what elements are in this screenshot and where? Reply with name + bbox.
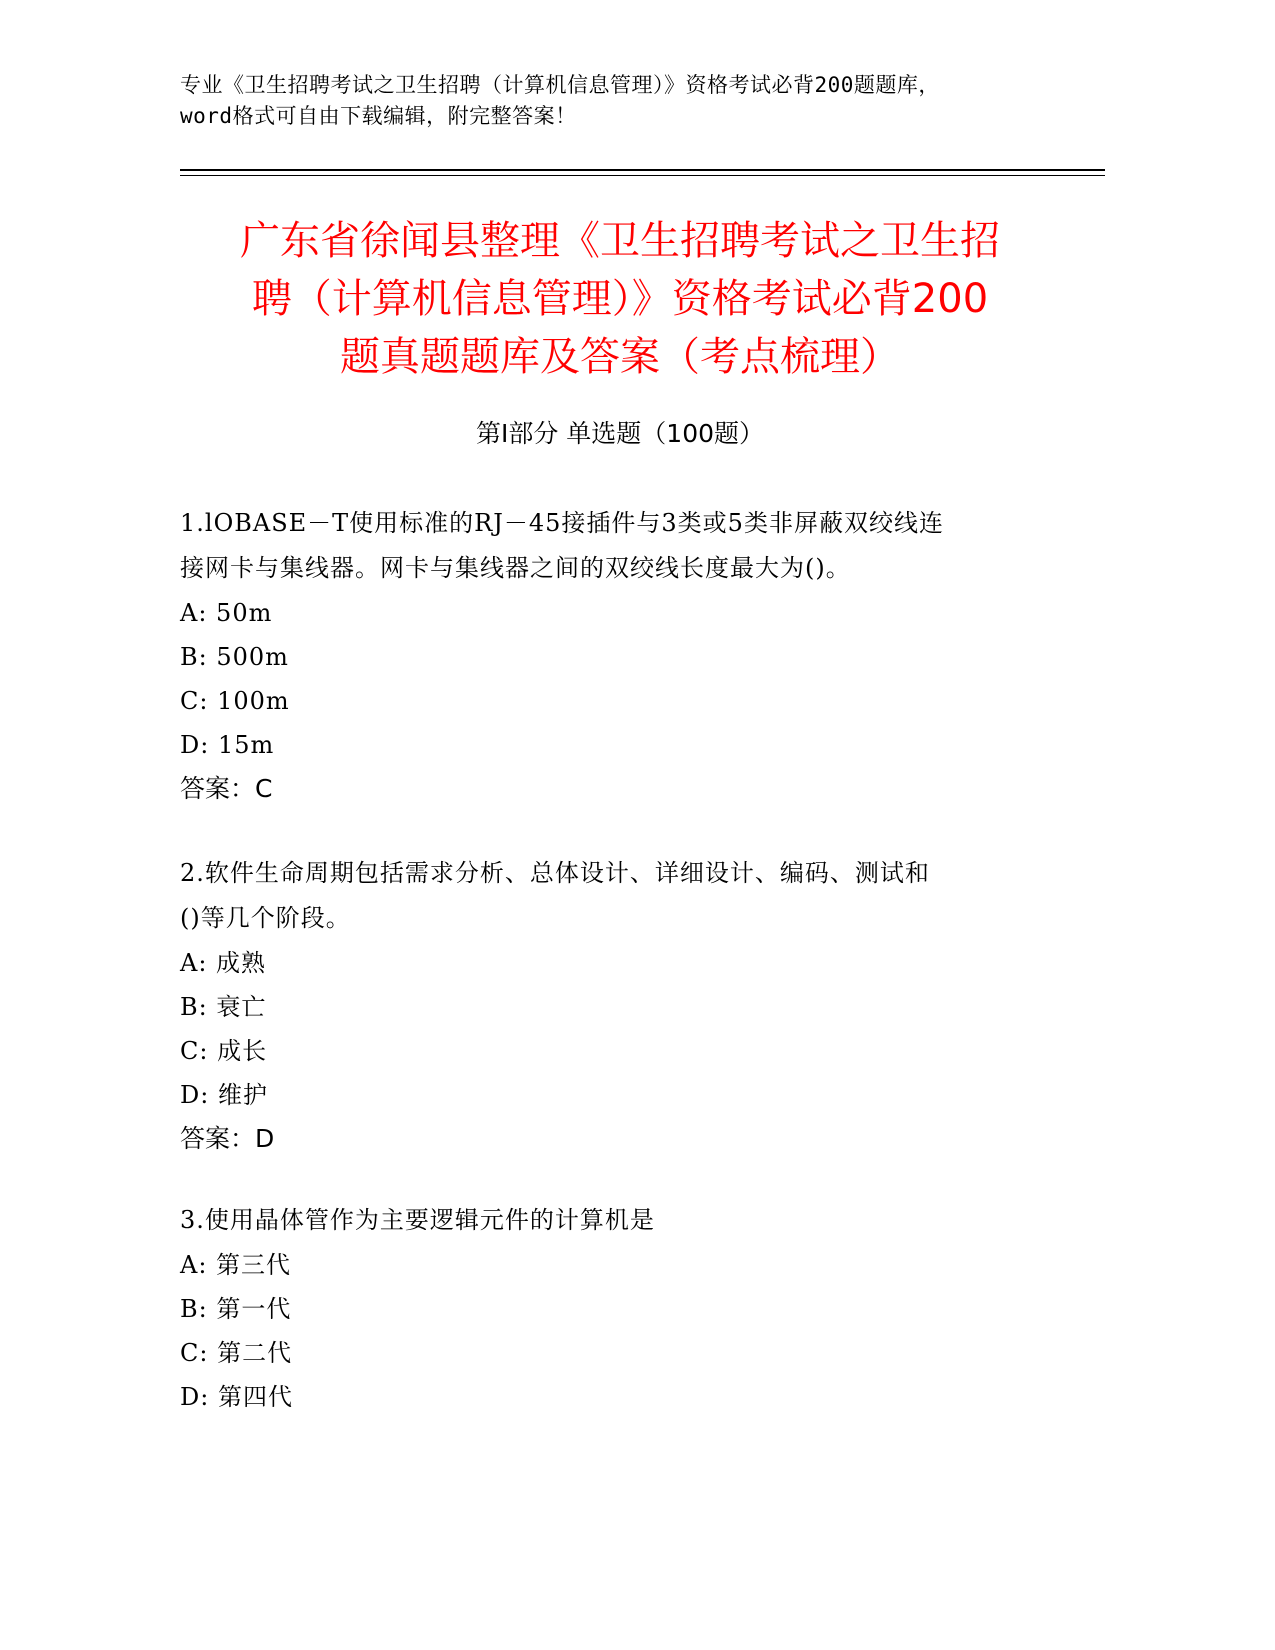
question-1 xyxy=(180,501,1120,811)
question-1-option-d: D: 15m xyxy=(180,731,275,759)
question-2-answer: 答案：D xyxy=(180,1124,275,1153)
question-1-option-a: A: 50m xyxy=(180,599,273,627)
question-2-text-line-1: 2.软件生命周期包括需求分析、总体设计、详细设计、编码、测试和 xyxy=(180,859,930,887)
question-3 xyxy=(180,1198,1120,1419)
document-title xyxy=(150,212,1090,386)
divider-line-thin xyxy=(180,175,1105,176)
header-note-line-2: word格式可自由下载编辑，附完整答案！ xyxy=(180,104,577,128)
title-line-1: 广东省徐闻县整理《卫生招聘考试之卫生招 xyxy=(240,218,1000,264)
question-1-answer: 答案：C xyxy=(180,774,273,803)
question-3-option-c: C: 第二代 xyxy=(180,1339,293,1367)
title-line-3: 题真题题库及答案（考点梳理） xyxy=(340,334,900,380)
question-2 xyxy=(180,851,1120,1161)
question-2-option-d: D: 维护 xyxy=(180,1081,268,1109)
question-1-text-line-1: 1.lOBASE－T使用标准的RJ－45接插件与3类或5类非屏蔽双绞线连 xyxy=(180,509,944,537)
title-line-2: 聘（计算机信息管理）》资格考试必背200 xyxy=(251,276,989,322)
question-3-option-b: B: 第一代 xyxy=(180,1295,292,1323)
question-2-option-a: A: 成熟 xyxy=(180,949,267,977)
question-2-option-b: B: 衰亡 xyxy=(180,993,267,1021)
divider-line-thick xyxy=(180,169,1105,171)
question-2-option-c: C: 成长 xyxy=(180,1037,268,1065)
question-1-option-c: C: 100m xyxy=(180,687,290,715)
section-title: 第Ⅰ部分 单选题（100题） xyxy=(475,419,765,448)
question-3-option-d: D: 第四代 xyxy=(180,1383,293,1411)
header-note xyxy=(180,70,1120,132)
question-3-option-a: A: 第三代 xyxy=(180,1251,292,1279)
question-3-text-line-1: 3.使用晶体管作为主要逻辑元件的计算机是 xyxy=(180,1206,655,1234)
header-note-line-1: 专业《卫生招聘考试之卫生招聘（计算机信息管理）》资格考试必背200题题库， xyxy=(180,73,940,97)
question-1-option-b: B: 500m xyxy=(180,643,289,671)
question-2-text-line-2: ()等几个阶段。 xyxy=(180,904,351,932)
question-1-text-line-2: 接网卡与集线器。网卡与集线器之间的双绞线长度最大为()。 xyxy=(180,554,851,582)
